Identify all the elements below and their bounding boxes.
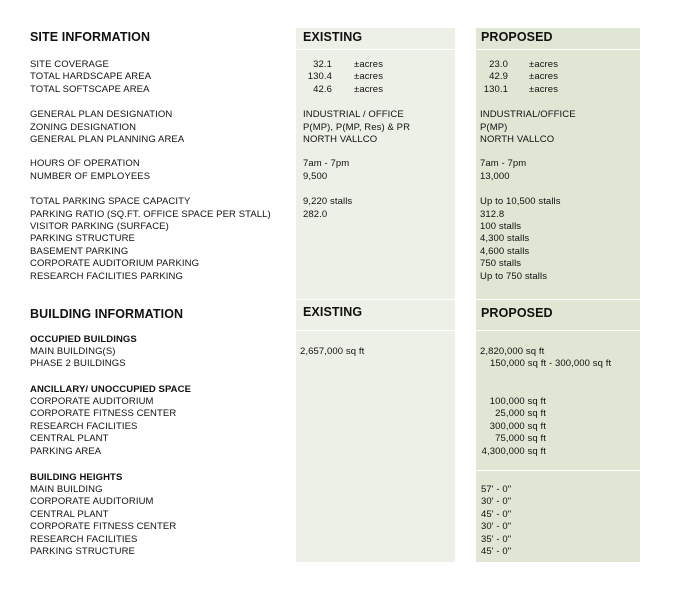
gp-area-proposed: NORTH VALLCO — [480, 134, 555, 145]
visitor-parking-proposed: 100 stalls — [480, 221, 522, 232]
basement-parking-label: BASEMENT PARKING — [30, 246, 129, 257]
gp-designation-existing: INDUSTRIAL / OFFICE — [303, 109, 404, 120]
site-coverage-proposed-value: 23.0 — [489, 59, 508, 70]
auditorium-label: CORPORATE AUDITORIUM — [30, 396, 154, 407]
parking-area-label: PARKING AREA — [30, 446, 102, 457]
building-information-title: BUILDING INFORMATION — [30, 307, 184, 321]
softscape-label: TOTAL SOFTSCAPE AREA — [30, 84, 150, 95]
visitor-parking-label: VISITOR PARKING (SURFACE) — [30, 221, 169, 232]
softscape-existing-unit: ±acres — [354, 84, 384, 95]
parking-structure-proposed: 4,300 stalls — [480, 233, 530, 244]
hours-proposed: 7am - 7pm — [480, 158, 527, 169]
hardscape-proposed-unit: ±acres — [529, 71, 559, 82]
row-divider — [476, 330, 640, 331]
main-buildings-existing: 2,657,000 sq ft — [300, 346, 365, 357]
site-coverage-proposed-unit: ±acres — [529, 59, 559, 70]
height-research-proposed: 35' - 0" — [481, 534, 512, 545]
building-heights-title: BUILDING HEIGHTS — [30, 472, 123, 483]
main-buildings-proposed: 2,820,000 sq ft — [480, 346, 545, 357]
occupied-buildings-title: OCCUPIED BUILDINGS — [30, 334, 137, 345]
height-parking-structure-proposed: 45' - 0" — [481, 546, 512, 557]
zoning-existing: P(MP), P(MP, Res) & PR — [303, 122, 411, 133]
height-main-label: MAIN BUILDING — [30, 484, 103, 495]
central-plant-proposed: 75,000 sq ft — [495, 433, 546, 444]
hours-label: HOURS OF OPERATION — [30, 158, 140, 169]
main-buildings-label: MAIN BUILDING(S) — [30, 346, 116, 357]
research-parking-label: RESEARCH FACILITIES PARKING — [30, 271, 183, 282]
central-plant-label: CENTRAL PLANT — [30, 433, 109, 444]
softscape-proposed-value: 130.1 — [483, 84, 508, 95]
site-information-title: SITE INFORMATION — [30, 30, 151, 44]
employees-proposed: 13,000 — [480, 171, 510, 182]
height-fitness-proposed: 30' - 0" — [481, 521, 512, 532]
zoning-proposed: P(MP) — [480, 122, 508, 133]
hours-existing: 7am - 7pm — [303, 158, 350, 169]
softscape-existing-value: 42.6 — [313, 84, 332, 95]
row-divider — [296, 49, 455, 50]
site-coverage-existing-value: 32.1 — [313, 59, 332, 70]
building-existing-header: EXISTING — [303, 305, 363, 319]
row-divider — [296, 299, 455, 300]
site-proposed-header: PROPOSED — [481, 30, 553, 44]
row-divider — [476, 49, 640, 50]
research-proposed: 300,000 sq ft — [489, 421, 546, 432]
employees-label: NUMBER OF EMPLOYEES — [30, 171, 151, 182]
parking-capacity-label: TOTAL PARKING SPACE CAPACITY — [30, 196, 191, 207]
basement-parking-proposed: 4,600 stalls — [480, 246, 530, 257]
research-parking-proposed: Up to 750 stalls — [480, 271, 548, 282]
site-coverage-existing-unit: ±acres — [354, 59, 384, 70]
parking-structure-label: PARKING STRUCTURE — [30, 233, 135, 244]
parking-capacity-existing: 9,220 stalls — [303, 196, 353, 207]
height-central-plant-label: CENTRAL PLANT — [30, 509, 109, 520]
parking-ratio-proposed: 312.8 — [480, 209, 505, 220]
parking-area-proposed: 4,300,000 sq ft — [481, 446, 546, 457]
height-fitness-label: CORPORATE FITNESS CENTER — [30, 521, 177, 532]
hardscape-label: TOTAL HARDSCAPE AREA — [30, 71, 152, 82]
phase2-proposed: 150,000 sq ft - 300,000 sq ft — [490, 358, 612, 369]
height-auditorium-label: CORPORATE AUDITORIUM — [30, 496, 154, 507]
auditorium-parking-label: CORPORATE AUDITORIUM PARKING — [30, 258, 200, 269]
gp-area-label: GENERAL PLAN PLANNING AREA — [30, 134, 185, 145]
row-divider — [476, 299, 640, 300]
gp-designation-proposed: INDUSTRIAL/OFFICE — [480, 109, 576, 120]
hardscape-existing-unit: ±acres — [354, 71, 384, 82]
parking-ratio-existing: 282.0 — [303, 209, 328, 220]
hardscape-existing-value: 130.4 — [307, 71, 332, 82]
fitness-label: CORPORATE FITNESS CENTER — [30, 408, 177, 419]
research-label: RESEARCH FACILITIES — [30, 421, 138, 432]
softscape-proposed-unit: ±acres — [529, 84, 559, 95]
gp-area-existing: NORTH VALLCO — [303, 134, 378, 145]
hardscape-proposed-value: 42.9 — [489, 71, 508, 82]
auditorium-proposed: 100,000 sq ft — [489, 396, 546, 407]
building-proposed-header: PROPOSED — [481, 306, 553, 320]
ancillary-space-title: ANCILLARY/ UNOCCUPIED SPACE — [30, 384, 192, 395]
parking-capacity-proposed: Up to 10,500 stalls — [480, 196, 561, 207]
phase2-label: PHASE 2 BUILDINGS — [30, 358, 126, 369]
height-main-proposed: 57' - 0" — [481, 484, 512, 495]
site-coverage-label: SITE COVERAGE — [30, 59, 109, 70]
height-central-plant-proposed: 45' - 0" — [481, 509, 512, 520]
row-divider — [476, 470, 640, 471]
height-parking-structure-label: PARKING STRUCTURE — [30, 546, 135, 557]
employees-existing: 9,500 — [303, 171, 328, 182]
row-divider — [296, 330, 455, 331]
height-auditorium-proposed: 30' - 0" — [481, 496, 512, 507]
auditorium-parking-proposed: 750 stalls — [480, 258, 522, 269]
height-research-label: RESEARCH FACILITIES — [30, 534, 138, 545]
site-existing-header: EXISTING — [303, 30, 363, 44]
gp-designation-label: GENERAL PLAN DESIGNATION — [30, 109, 173, 120]
parking-ratio-label: PARKING RATIO (SQ.FT. OFFICE SPACE PER STALL) — [30, 209, 271, 220]
fitness-proposed: 25,000 sq ft — [495, 408, 546, 419]
zoning-label: ZONING DESIGNATION — [30, 122, 137, 133]
